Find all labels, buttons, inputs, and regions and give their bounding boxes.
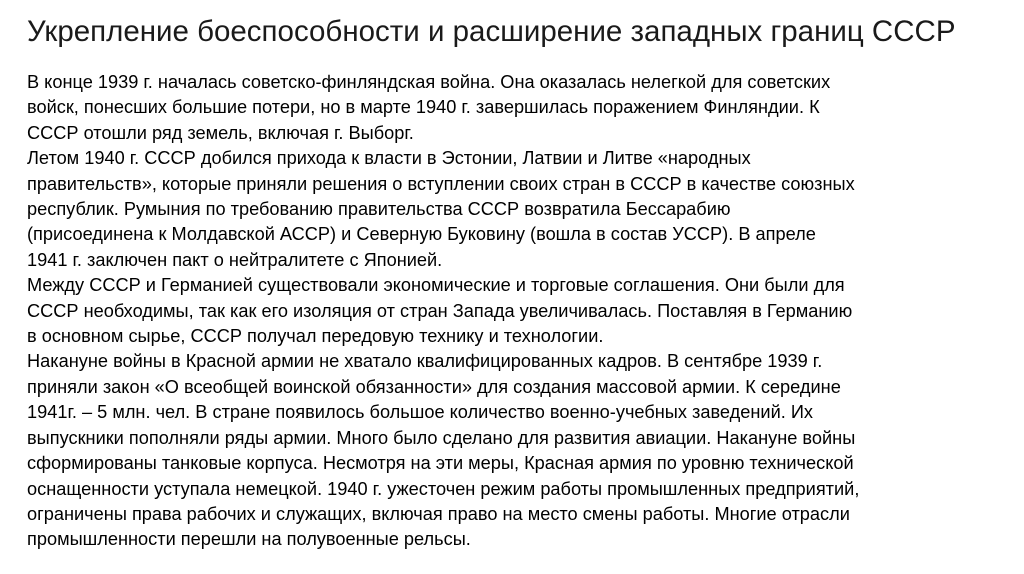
- text-line: СССР необходимы, так как его изоляция от стран Запада увеличивалась. Поставляя в Германию: [27, 300, 853, 321]
- text-line: приняли закон «О всеобщей воинской обязанности» для создания массовой армии. К середине: [27, 376, 841, 397]
- text-line: ограничены права рабочих и служащих, включая право на место смены работы. Многие отрасли: [27, 503, 850, 524]
- paragraph: [27, 349, 1017, 552]
- text-line: войск, понесших большие потери, но в марте 1940 г. завершилась поражением Финляндии. К: [27, 97, 820, 118]
- text-line: Летом 1940 г. СССР добился прихода к власти в Эстонии, Латвии и Литве «народных: [27, 148, 751, 169]
- paragraph: [27, 273, 1017, 349]
- text-line: выпускники пополняли ряды армии. Много было сделано для развития авиации. Накануне войны: [27, 427, 856, 448]
- slide-body: [27, 70, 1017, 553]
- text-line: в основном сырье, СССР получал передовую технику и технологии.: [27, 326, 604, 347]
- text-line: правительств», которые приняли решения о вступлении своих стран в СССР в качестве союзных: [27, 173, 855, 194]
- text-line: сформированы танковые корпуса. Несмотря на эти меры, Красная армия по уровню технической: [27, 453, 854, 474]
- slide-title: Укрепление боеспособности и расширение западных границ СССР: [27, 15, 956, 48]
- text-line: республик. Румыния по требованию правительства СССР возвратила Бессарабию: [27, 199, 731, 220]
- paragraph: [27, 146, 1017, 273]
- text-line: оснащенности уступала немецкой. 1940 г. ужесточен режим работы промышленных предприятий,: [27, 478, 860, 499]
- text-line: (присоединена к Молдавской АССР) и Северную Буковину (вошла в состав УССР). В апреле: [27, 224, 816, 245]
- text-line: СССР отошли ряд земель, включая г. Выборг.: [27, 122, 414, 143]
- text-line: В конце 1939 г. началась советско-финляндская война. Она оказалась нелегкой для советских: [27, 72, 831, 92]
- paragraph: [27, 70, 1017, 146]
- text-line: промышленности перешли на полувоенные рельсы.: [27, 529, 471, 550]
- text-line: Накануне войны в Красной армии не хватало квалифицированных кадров. В сентябре 1939 г.: [27, 351, 823, 372]
- text-line: Между СССР и Германией существовали экономические и торговые соглашения. Они были для: [27, 275, 845, 296]
- text-line: 1941 г. заключен пакт о нейтралитете с Японией.: [27, 249, 443, 270]
- text-line: 1941г. – 5 млн. чел. В стране появилось большое количество военно-учебных заведений. Их: [27, 402, 814, 423]
